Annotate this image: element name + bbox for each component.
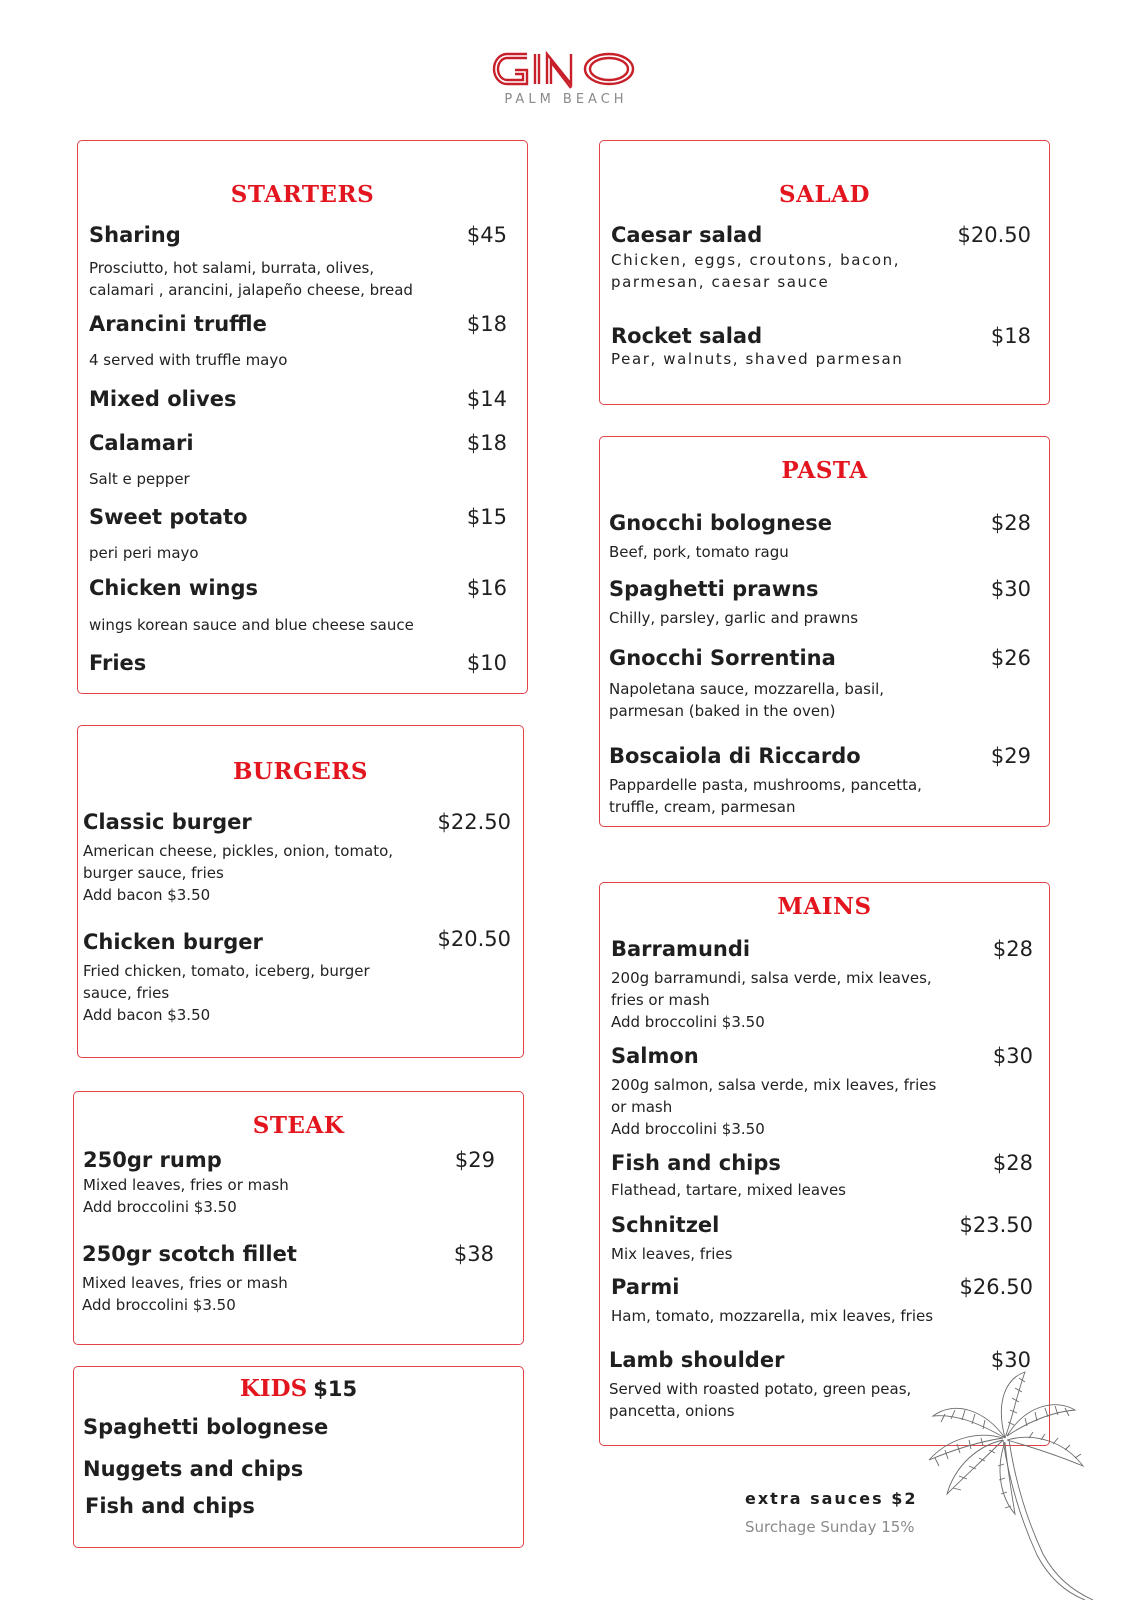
- item-price: $30: [992, 1044, 1033, 1068]
- item-name: Mixed olives: [89, 387, 237, 411]
- menu-item: [611, 1275, 1043, 1327]
- item-desc: Add broccolini $3.50: [82, 1296, 236, 1314]
- item-price: $26: [990, 646, 1031, 670]
- menu-item: [611, 1213, 1043, 1265]
- kids-item: Fish and chips: [85, 1494, 255, 1518]
- item-desc: Chicken, eggs, croutons, bacon,: [611, 251, 901, 269]
- item-price: $18: [466, 312, 507, 336]
- palm-tree-icon: [925, 1370, 1125, 1600]
- menu-item: [611, 324, 1043, 370]
- item-name: Spaghetti prawns: [609, 577, 819, 601]
- item-name: Gnocchi Sorrentina: [609, 646, 836, 670]
- item-desc: Add broccolini $3.50: [83, 1198, 237, 1216]
- item-desc: truffle, cream, parmesan: [609, 798, 796, 816]
- item-price: $45: [466, 223, 507, 247]
- gino-logo-icon: [491, 48, 641, 90]
- item-desc: Add bacon $3.50: [83, 1006, 211, 1024]
- item-name: Classic burger: [83, 810, 252, 834]
- item-name: Rocket salad: [611, 324, 763, 348]
- section-title: BURGERS: [232, 758, 368, 785]
- item-desc: Served with roasted potato, green peas,: [609, 1380, 912, 1398]
- mains-section: [599, 882, 1050, 1446]
- steak-section: [73, 1091, 524, 1345]
- section-title: KIDS: [239, 1375, 308, 1402]
- item-desc: Mixed leaves, fries or mash: [82, 1274, 288, 1292]
- item-name: Chicken burger: [83, 930, 263, 954]
- section-title: STEAK: [252, 1112, 345, 1139]
- logo: [466, 48, 666, 107]
- logo-location: PALM BEACH: [504, 92, 628, 107]
- item-price: $38: [453, 1242, 494, 1266]
- item-desc: 200g salmon, salsa verde, mix leaves, fries: [611, 1076, 937, 1094]
- item-price: $30: [990, 577, 1031, 601]
- menu-item: [89, 431, 519, 490]
- item-desc: parmesan (baked in the oven): [609, 702, 836, 720]
- menu-item: [611, 1151, 1043, 1201]
- item-price: $20.50: [437, 927, 511, 951]
- item-name: Sweet potato: [89, 505, 248, 529]
- menu-item: [83, 1148, 515, 1218]
- item-desc: Add bacon $3.50: [83, 886, 211, 904]
- item-name: Gnocchi bolognese: [609, 511, 833, 535]
- menu-item: [611, 1044, 1043, 1140]
- kids-section: [73, 1366, 524, 1548]
- item-name: 250gr scotch fillet: [82, 1242, 297, 1266]
- item-desc: Flathead, tartare, mixed leaves: [611, 1181, 846, 1199]
- section-title: SALAD: [779, 181, 870, 208]
- item-name: Sharing: [89, 223, 181, 247]
- item-price: $10: [466, 651, 507, 675]
- item-desc: Prosciutto, hot salami, burrata, olives,: [89, 259, 375, 277]
- section-title: STARTERS: [230, 181, 375, 208]
- item-price: $15: [466, 505, 507, 529]
- item-desc: Ham, tomato, mozzarella, mix leaves, fries: [611, 1307, 934, 1325]
- item-name: Caesar salad: [611, 223, 763, 247]
- item-price: $18: [990, 324, 1031, 348]
- item-name: Parmi: [611, 1275, 680, 1299]
- menu-item: [89, 312, 519, 371]
- item-price: $16: [466, 576, 507, 600]
- item-desc: or mash: [611, 1098, 673, 1116]
- item-price: $29: [454, 1148, 495, 1172]
- menu-item: [609, 646, 1041, 722]
- item-desc: Fried chicken, tomato, iceberg, burger: [83, 962, 370, 980]
- surcharge-note: Surchage Sunday 15%: [745, 1518, 915, 1536]
- menu-item: [89, 651, 519, 675]
- item-desc: Mixed leaves, fries or mash: [83, 1176, 289, 1194]
- item-desc: Salt e pepper: [89, 470, 190, 488]
- menu-item: [83, 810, 515, 906]
- menu-item: [83, 927, 515, 1026]
- item-name: Calamari: [89, 431, 194, 455]
- menu-item: [611, 937, 1043, 1033]
- item-desc: Pear, walnuts, shaved parmesan: [611, 350, 904, 368]
- item-desc: sauce, fries: [83, 984, 170, 1002]
- item-desc: peri peri mayo: [89, 544, 199, 562]
- item-desc: wings korean sauce and blue cheese sauce: [89, 616, 414, 634]
- item-name: Fries: [89, 651, 147, 675]
- item-price: $30: [990, 1348, 1031, 1372]
- burgers-section: [77, 725, 524, 1058]
- salad-section: [599, 140, 1050, 405]
- item-price: $29: [990, 744, 1031, 768]
- section-title: MAINS: [777, 893, 872, 920]
- item-desc: Add broccolini $3.50: [611, 1120, 765, 1138]
- item-price: $28: [992, 1151, 1033, 1175]
- menu-item: [89, 223, 519, 301]
- item-price: $26.50: [959, 1275, 1033, 1299]
- menu-item: [609, 744, 1041, 818]
- item-price: $20.50: [957, 223, 1031, 247]
- item-price: $14: [466, 387, 507, 411]
- item-desc: 4 served with truffle mayo: [89, 351, 288, 369]
- menu-item: [609, 511, 1041, 563]
- item-name: 250gr rump: [83, 1148, 222, 1172]
- kids-item: Nuggets and chips: [83, 1457, 304, 1481]
- menu-item: [89, 505, 519, 564]
- pasta-section: [599, 436, 1050, 827]
- extra-sauces-note: extra sauces $2: [745, 1489, 918, 1508]
- item-price: $28: [990, 511, 1031, 535]
- item-desc: Beef, pork, tomato ragu: [609, 543, 789, 561]
- item-desc: Add broccolini $3.50: [611, 1013, 765, 1031]
- item-name: Chicken wings: [89, 576, 258, 600]
- section-title: PASTA: [781, 457, 868, 484]
- item-name: Schnitzel: [611, 1213, 720, 1237]
- kids-header: [74, 1375, 523, 1402]
- item-price: $18: [466, 431, 507, 455]
- item-name: Fish and chips: [611, 1151, 781, 1175]
- item-desc: Pappardelle pasta, mushrooms, pancetta,: [609, 776, 922, 794]
- item-price: $22.50: [437, 810, 511, 834]
- item-desc: fries or mash: [611, 991, 710, 1009]
- menu-item: [82, 1242, 515, 1316]
- item-desc: calamari , arancini, jalapeño cheese, bread: [89, 281, 413, 299]
- item-name: Boscaiola di Riccardo: [609, 744, 861, 768]
- item-price: $28: [992, 937, 1033, 961]
- item-price: $23.50: [959, 1213, 1033, 1237]
- menu-item: [89, 387, 519, 411]
- menu-item: [89, 576, 519, 636]
- item-desc: American cheese, pickles, onion, tomato,: [83, 842, 394, 860]
- item-name: Arancini truffle: [89, 312, 267, 336]
- item-desc: 200g barramundi, salsa verde, mix leaves,: [611, 969, 932, 987]
- item-desc: Chilly, parsley, garlic and prawns: [609, 609, 859, 627]
- item-desc: burger sauce, fries: [83, 864, 224, 882]
- menu-item: [611, 223, 1043, 293]
- kids-item: Spaghetti bolognese: [83, 1415, 329, 1439]
- item-desc: Napoletana sauce, mozzarella, basil,: [609, 680, 885, 698]
- menu-item: [609, 577, 1041, 629]
- starters-section: [77, 140, 528, 694]
- item-name: Salmon: [611, 1044, 699, 1068]
- item-desc: pancetta, onions: [609, 1402, 735, 1420]
- item-name: Barramundi: [611, 937, 751, 961]
- item-desc: parmesan, caesar sauce: [611, 273, 830, 291]
- kids-price: $15: [313, 1377, 358, 1401]
- item-name: Lamb shoulder: [609, 1348, 785, 1372]
- item-desc: Mix leaves, fries: [611, 1245, 733, 1263]
